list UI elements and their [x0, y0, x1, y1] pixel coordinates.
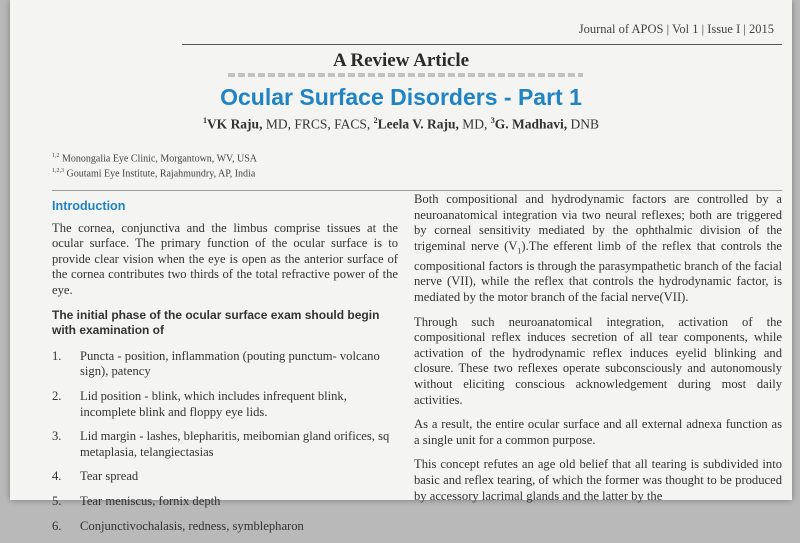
article-page [10, 0, 792, 533]
article-type-heading: A Review Article [332, 50, 470, 71]
affiliation-2-superscript: 1,2,3 [52, 168, 64, 175]
list-item-text: Tear meniscus, fornix depth [80, 493, 221, 508]
section-divider [52, 190, 782, 191]
list-item-number: 2. [52, 388, 62, 403]
author-1-superscript: 1 [202, 116, 207, 125]
header-divider [182, 44, 782, 45]
reflex-paragraph [414, 192, 782, 306]
affiliation-2 [52, 165, 257, 180]
list-item [52, 494, 398, 510]
list-item-number: 5. [52, 493, 62, 508]
list-item-number: 4. [52, 469, 62, 484]
author-3-degrees: DNB [567, 116, 600, 132]
concept-paragraph: This concept refutes an age old belief that all tearing is subdivided into basic and reflex tearing, of which the former was thought to be produced by accessory lacrimal glands and the latter by the [414, 457, 782, 503]
list-item-text: Lid position - blink, which includes infrequent blink, incomplete blink and floppy eye lids. [80, 388, 347, 419]
result-paragraph: As a result, the entire ocular surface and all external adnexa function as a single unit for a common purpose. [414, 417, 782, 447]
right-column [414, 192, 782, 513]
affiliation-1-superscript: 1,2 [52, 153, 60, 159]
reflex-paragraph-part-1: Both compositional and hydrodynamic factors are controlled by a neuroanatomical integration via two neural reflexes; both are triggered by corneal sensitivity mediated by the ophthalmic division of the trigeminal nerve (V [414, 192, 782, 253]
list-item-text: Conjunctivochalasis, redness, symblepharon [80, 518, 304, 533]
list-item [52, 429, 398, 460]
list-item [52, 469, 398, 485]
author-2-degrees: MD, [458, 116, 491, 132]
introduction-paragraph: The cornea, conjunctiva and the limbus comprise tissues at the ocular surface. The primary function of the ocular surface is to provide clear vision when the eye is open as the anterior surface of the cornea contributes two thirds of the total refractive power of the eye. [52, 220, 398, 297]
bleed-through-text-decoration [228, 73, 583, 77]
exam-list [52, 349, 398, 534]
list-item-number: 3. [52, 429, 62, 444]
author-1-degrees: MD, FRCS, FACS, [262, 116, 374, 132]
affiliation-1 [52, 150, 257, 165]
list-item [52, 349, 398, 380]
author-line [10, 116, 792, 133]
author-1-name: VK Raju, [206, 116, 263, 132]
author-3-superscript: 3 [490, 116, 495, 125]
list-item-number: 1. [52, 348, 62, 363]
reflex-paragraph-subscript: 1 [517, 246, 522, 256]
author-2-name: Leela V. Raju, [377, 116, 459, 132]
list-item [52, 519, 398, 535]
left-column [52, 192, 398, 543]
list-item-number: 6. [52, 518, 62, 533]
list-item-text: Lid margin - lashes, blepharitis, meibomian gland orifices, sq metaplasia, telangiectasias [80, 429, 390, 459]
integration-paragraph: Through such neuroanatomical integration, activation of the compositional reflex induces secretion of all tear components, while activation of the hydrodynamic reflex induces eyelid blinking and closure. These two reflexes operate subconsciously and autonomously without eliciting conscious acknowledgement during most daily activities. [414, 314, 782, 407]
list-item [52, 389, 398, 420]
reflex-paragraph-part-2: ).The efferent limb of the reflex that controls the compositional factors is through the parasympathetic branch of the facial nerve (VII), while the reflex that controls the hydrodynamic factor, is mediated by the motor branch of the facial nerve(VII). [414, 238, 783, 305]
affiliation-1-text: Monongalia Eye Clinic, Morgantown, WV, USA [62, 153, 257, 165]
list-item-text: Puncta - position, inflammation (pouting punctum- volcano sign), patency [80, 348, 380, 379]
article-title: Ocular Surface Disorders - Part 1 [220, 84, 582, 110]
journal-citation: Journal of APOS | Vol 1 | Issue I | 2015 [578, 22, 774, 36]
author-2-superscript: 2 [373, 116, 378, 125]
affiliations [52, 150, 257, 181]
introduction-heading: Introduction [52, 199, 126, 213]
exam-heading: The initial phase of the ocular surface exam should begin with examination of [52, 307, 380, 338]
list-item-text: Tear spread [80, 469, 139, 484]
affiliation-2-text: Goutami Eye Institute, Rajahmundry, AP, India [66, 168, 256, 180]
author-3-name: G. Madhavi, [494, 116, 568, 132]
